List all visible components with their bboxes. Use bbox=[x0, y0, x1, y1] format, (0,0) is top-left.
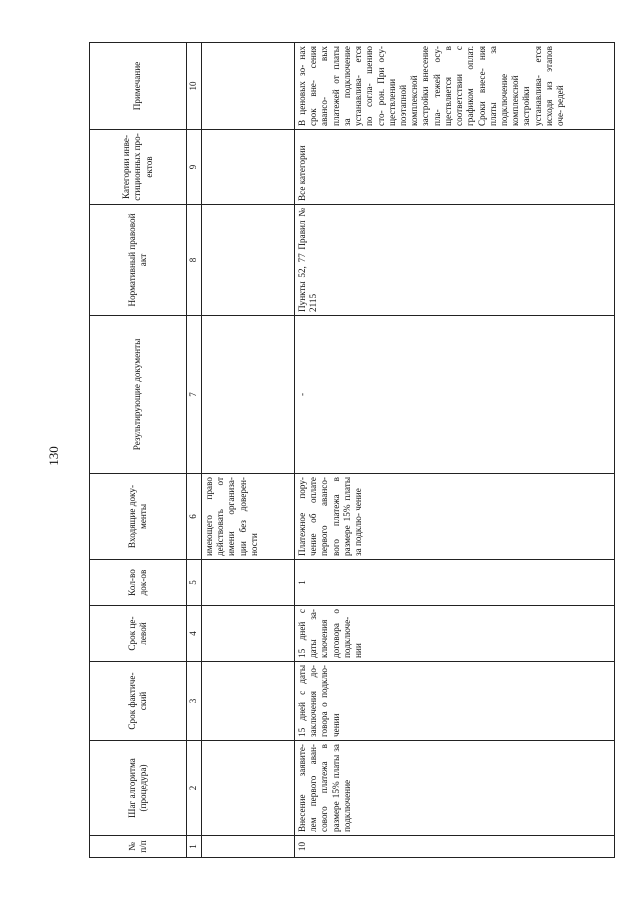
column-number: 1 bbox=[187, 836, 202, 858]
cell-empty bbox=[202, 130, 295, 205]
cell-result-docs: - bbox=[295, 316, 615, 474]
cell-categories: Все категории bbox=[295, 130, 615, 205]
column-number-row bbox=[187, 43, 202, 858]
header-step: Шаг алгоритма (процедура) bbox=[90, 741, 187, 836]
algorithm-table bbox=[89, 42, 615, 858]
header-docs-count: Кол-во док-ов bbox=[90, 560, 187, 606]
column-number: 6 bbox=[187, 474, 202, 560]
column-number: 4 bbox=[187, 606, 202, 662]
cell-legal-act: Пункты 52, 77 Правил № 2115 bbox=[295, 205, 615, 316]
cell-empty bbox=[202, 43, 295, 130]
cell-incoming-docs: Платежное пору- чение об оплате первого авансо- вого платежа в размере 15% платы за подклю- чение bbox=[295, 474, 615, 560]
table-row-continuation bbox=[202, 43, 295, 858]
cell-number: 10 bbox=[295, 836, 615, 858]
cell-empty bbox=[202, 662, 295, 741]
cell-empty bbox=[202, 606, 295, 662]
cell-step: Внесение заявите- лем первого аван- сового платежа в размере 15% платы за подключение bbox=[295, 741, 615, 836]
cell-docs-count: 1 bbox=[295, 560, 615, 606]
column-number: 8 bbox=[187, 205, 202, 316]
rotated-table-container bbox=[89, 43, 624, 858]
page-number: 130 bbox=[46, 446, 61, 466]
column-number: 2 bbox=[187, 741, 202, 836]
header-target-term: Срок це- левой bbox=[90, 606, 187, 662]
header-note: Примечание bbox=[90, 43, 187, 130]
cell-empty bbox=[202, 316, 295, 474]
column-number: 3 bbox=[187, 662, 202, 741]
header-legal-act: Нормативный правовой акт bbox=[90, 205, 187, 316]
table-header-row bbox=[90, 43, 187, 858]
cell-target-term: 15 дней с даты за- ключения договора о подключе- нии bbox=[295, 606, 615, 662]
cell-empty bbox=[202, 741, 295, 836]
column-number: 5 bbox=[187, 560, 202, 606]
column-number: 7 bbox=[187, 316, 202, 474]
column-number: 10 bbox=[187, 43, 202, 130]
cell-empty bbox=[202, 205, 295, 316]
header-categories: Категории инве- стиционных про- ектов bbox=[90, 130, 187, 205]
cell-incoming-docs-continuation: имеющего право действовать от имени организа- ции без доверен- ности bbox=[202, 474, 295, 560]
cell-actual-term: 15 дней с даты заключения до- говора о подклю- чении bbox=[295, 662, 615, 741]
cell-empty bbox=[202, 560, 295, 606]
cell-note: В ценовых зо- нах срок вне- сения авансо- вых платежей от платы за подключение устанавлива- ется по согла- шению сто- рон. При осу- ществлении поэтапной комплексной застройки внесение пла- тежей осу- ществляется в соответствии с графиком оплат. Сроки внесе- ния платы за подключение комплексной застройки устанавлива- ется исходя из этапов оче- редей bbox=[295, 43, 615, 130]
header-number: № п/п bbox=[90, 836, 187, 858]
header-result-docs: Результирующие документы bbox=[90, 316, 187, 474]
cell-empty bbox=[202, 836, 295, 858]
column-number: 9 bbox=[187, 130, 202, 205]
table-row bbox=[295, 43, 615, 858]
header-incoming-docs: Входящие доку- менты bbox=[90, 474, 187, 560]
header-actual-term: Срок фактиче- ский bbox=[90, 662, 187, 741]
